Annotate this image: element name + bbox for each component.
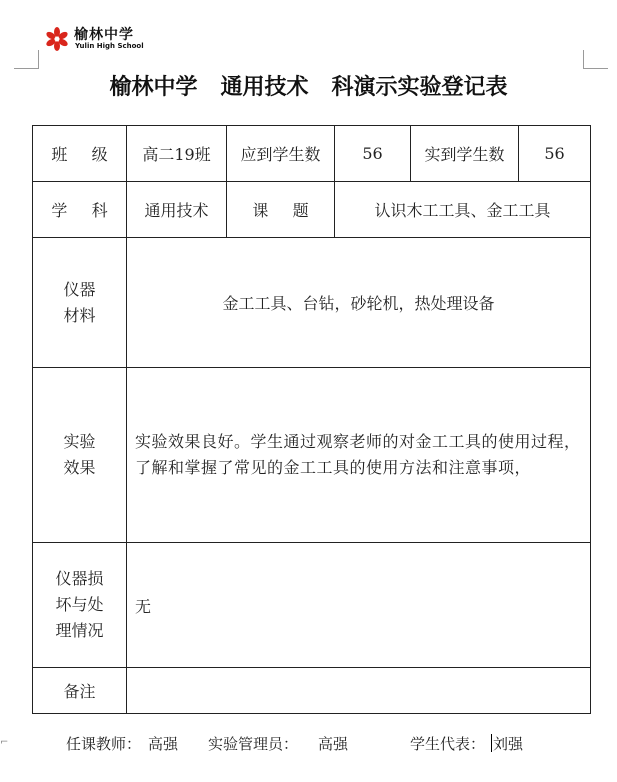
damage-value[interactable]: 无: [127, 543, 591, 668]
table-row-subject: [33, 182, 591, 238]
table-row-damage: [33, 543, 591, 668]
topic-value[interactable]: 认识木工工具、金工工具: [335, 182, 591, 238]
signature-footer: [0, 733, 617, 757]
materials-label-line2: 材料: [63, 305, 96, 325]
class-label: 班 级: [33, 126, 127, 182]
teacher-value[interactable]: 高强: [148, 735, 179, 753]
student-rep-label: 学生代表：: [410, 735, 486, 753]
expected-students-label: 应到学生数: [227, 126, 335, 182]
table-row-effect: [33, 368, 591, 543]
actual-students-value[interactable]: 56: [519, 126, 591, 182]
materials-label: [33, 238, 127, 368]
page-edge-mark: ⌐: [0, 737, 9, 748]
topic-label: 课 题: [227, 182, 335, 238]
text-cursor: [491, 734, 492, 752]
damage-label-line3: 理情况: [55, 621, 104, 640]
crop-mark-top-left: [14, 50, 39, 69]
damage-label-line1: 仪器损: [55, 569, 104, 588]
lab-manager-label: 实验管理员：: [208, 735, 299, 753]
actual-students-label: 实到学生数: [411, 126, 519, 182]
school-emblem-icon: [44, 26, 70, 52]
effect-label-line2: 效果: [63, 458, 96, 477]
damage-label: [33, 543, 127, 668]
effect-label-line1: 实验: [63, 432, 96, 451]
subject-value[interactable]: 通用技术: [127, 182, 227, 238]
subject-label: 学 科: [33, 182, 127, 238]
damage-label-line2: 坏与处: [55, 595, 104, 614]
logo-school-name: 榆林中学: [74, 27, 134, 43]
student-rep-field[interactable]: [490, 733, 523, 754]
lab-manager-value[interactable]: 高强: [318, 735, 349, 753]
school-logo: [44, 24, 154, 54]
effect-label: [33, 368, 127, 543]
materials-value[interactable]: 金工工具、台钻，砂轮机，热处理设备: [127, 238, 591, 368]
notes-value[interactable]: [127, 668, 591, 714]
teacher-label: 任课教师：: [66, 735, 142, 753]
table-row-materials: [33, 238, 591, 368]
table-row-class: [33, 126, 591, 182]
registration-table: [32, 125, 591, 714]
crop-mark-top-right: [583, 50, 608, 69]
effect-value[interactable]: 实验效果良好。学生通过观察老师的对金工工具的使用过程，了解和掌握了常见的金工工具的使用方法和注意事项，: [127, 368, 591, 543]
materials-label-line1: 仪器: [63, 279, 96, 299]
student-rep-value[interactable]: 刘强: [493, 735, 524, 753]
notes-label: 备注: [33, 668, 127, 714]
expected-students-value[interactable]: 56: [335, 126, 411, 182]
table-row-notes: [33, 668, 591, 714]
class-value[interactable]: 高二19班: [127, 126, 227, 182]
page-title: 榆林中学 通用技术 科演示实验登记表: [109, 75, 508, 100]
logo-school-name-en: Yulin High School: [75, 42, 144, 50]
